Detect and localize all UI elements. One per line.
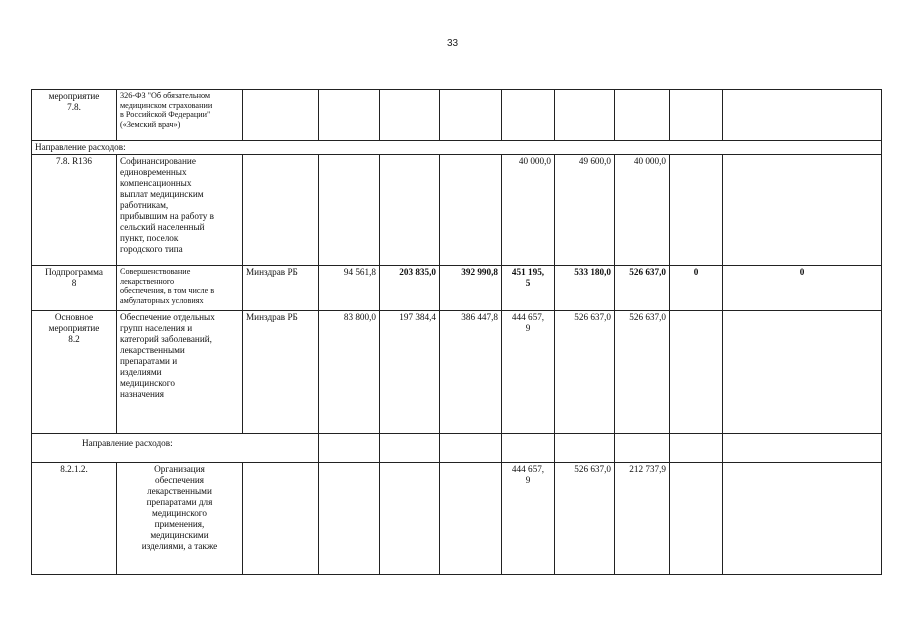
- cell-value: [319, 90, 380, 141]
- cell-value: [615, 434, 670, 463]
- cell-value: [319, 155, 380, 266]
- cell-value: [670, 434, 723, 463]
- cell-value: 203 835,0: [380, 266, 440, 311]
- page-number: 33: [446, 38, 459, 49]
- cell-code: 7.8. R136: [32, 155, 117, 266]
- cell-value: 49 600,0: [555, 155, 615, 266]
- cell-code: 8.2.1.2.: [32, 463, 117, 575]
- cell-responsible: [243, 90, 319, 141]
- cell-value: 444 657, 9: [502, 311, 555, 434]
- cell-value: [615, 90, 670, 141]
- cell-code: Основное мероприятие 8.2: [32, 311, 117, 434]
- cell-value: [502, 434, 555, 463]
- cell-value: 40 000,0: [615, 155, 670, 266]
- cell-value: 94 561,8: [319, 266, 380, 311]
- cell-value: [670, 90, 723, 141]
- cell-value: [380, 90, 440, 141]
- cell-value: 444 657, 9: [502, 463, 555, 575]
- cell-name: Совершенствование лекарственного обеспечения, в том числе в амбулаторных условиях: [117, 266, 243, 311]
- cell-value: [380, 434, 440, 463]
- cell-value: [670, 155, 723, 266]
- cell-value: [440, 434, 502, 463]
- section-row: [32, 141, 882, 155]
- cell-value: 83 800,0: [319, 311, 380, 434]
- table-row: [32, 266, 882, 311]
- cell-name: 326-ФЗ "Об обязательном медицинском страховании в Российской Федерации" («Земский врач»): [117, 90, 243, 141]
- cell-value: 533 180,0: [555, 266, 615, 311]
- cell-value: [723, 90, 882, 141]
- cell-value: 451 195, 5: [502, 266, 555, 311]
- cell-value: [555, 90, 615, 141]
- cell-value: 526 637,0: [555, 311, 615, 434]
- cell-value: [670, 463, 723, 575]
- cell-name: Организация обеспечения лекарственными препаратами для медицинского применения, медицинскими изделиями, а также: [117, 463, 243, 575]
- cell-value: 212 737,9: [615, 463, 670, 575]
- cell-value: [502, 90, 555, 141]
- cell-responsible: Минздрав РБ: [243, 311, 319, 434]
- cell-code: Подпрограмма 8: [32, 266, 117, 311]
- cell-value: 0: [670, 266, 723, 311]
- cell-value: [723, 434, 882, 463]
- cell-value: [723, 463, 882, 575]
- cell-value: 392 990,8: [440, 266, 502, 311]
- table-row: [32, 311, 882, 434]
- section-row: [32, 434, 882, 463]
- cell-code: мероприятие 7.8.: [32, 90, 117, 141]
- cell-responsible: [243, 155, 319, 266]
- cell-value: [555, 434, 615, 463]
- table-row: [32, 90, 882, 141]
- cell-value: [723, 311, 882, 434]
- cell-value: [319, 434, 380, 463]
- cell-name: Софинансирование единовременных компенсационных выплат медицинским работникам, прибывшим на работу в сельский населенный пункт, поселок городского типа: [117, 155, 243, 266]
- cell-value: 526 637,0: [615, 311, 670, 434]
- cell-value: 40 000,0: [502, 155, 555, 266]
- budget-table: [31, 89, 882, 575]
- cell-value: 197 384,4: [380, 311, 440, 434]
- section-label: Направление расходов:: [32, 141, 882, 155]
- cell-value: [440, 90, 502, 141]
- cell-value: [380, 155, 440, 266]
- cell-value: [319, 463, 380, 575]
- cell-value: [723, 155, 882, 266]
- cell-value: 386 447,8: [440, 311, 502, 434]
- cell-value: [670, 311, 723, 434]
- cell-value: [440, 463, 502, 575]
- cell-responsible: [243, 463, 319, 575]
- cell-value: [380, 463, 440, 575]
- cell-name: Обеспечение отдельных групп населения и категорий заболеваний, лекарственными препаратами и изделиями медицинского назначения: [117, 311, 243, 434]
- cell-value: 0: [723, 266, 882, 311]
- cell-responsible: Минздрав РБ: [243, 266, 319, 311]
- table-row: [32, 155, 882, 266]
- table-row: [32, 463, 882, 575]
- cell-value: 526 637,0: [555, 463, 615, 575]
- cell-value: 526 637,0: [615, 266, 670, 311]
- cell-value: [440, 155, 502, 266]
- section-label: Направление расходов:: [32, 434, 319, 463]
